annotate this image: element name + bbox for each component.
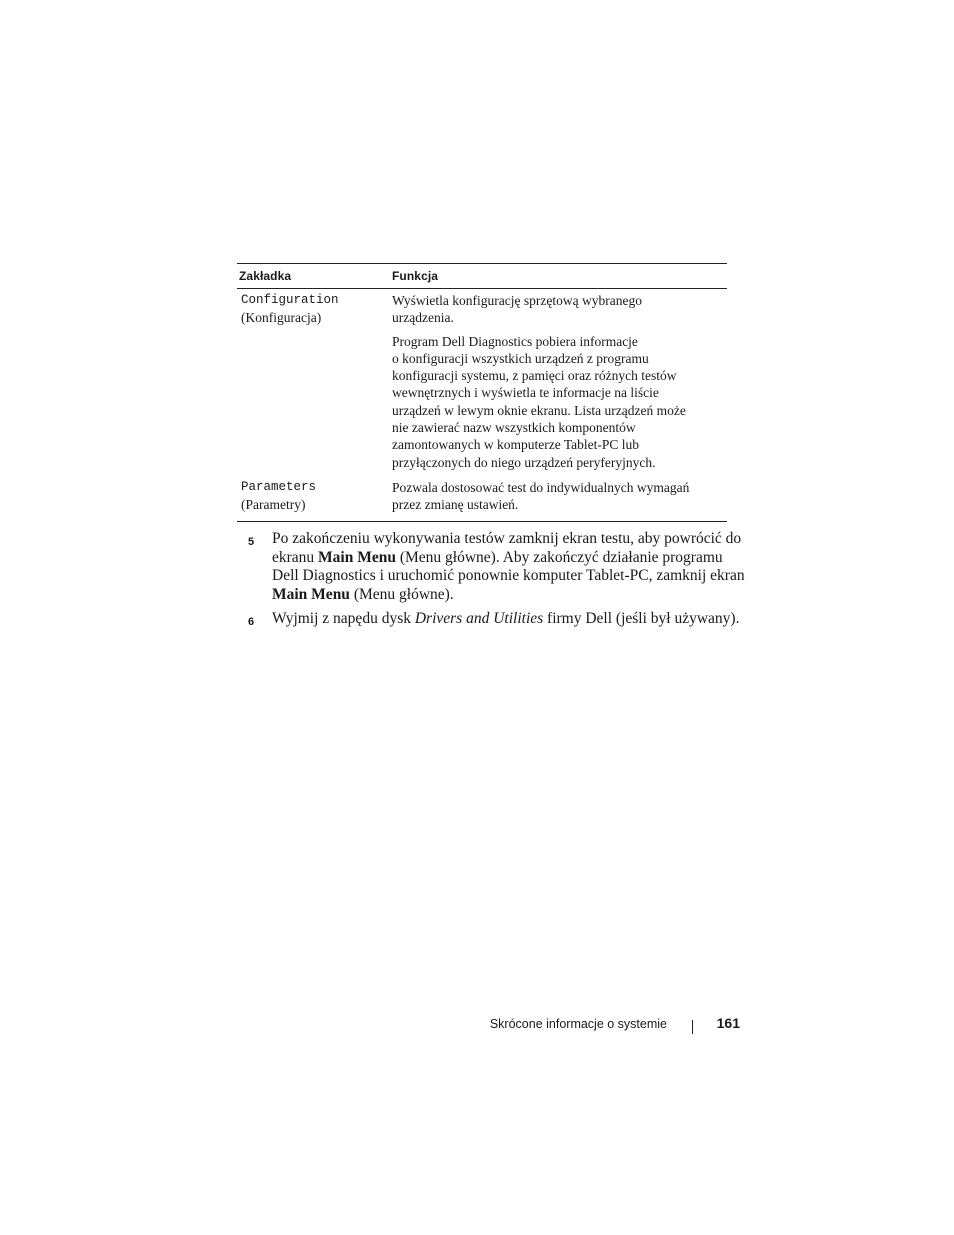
step-item bbox=[248, 610, 748, 632]
diagnostics-tab-table bbox=[237, 263, 727, 522]
step-item bbox=[248, 530, 748, 604]
function-line: Wyświetla konfigurację sprzętową wybranego bbox=[392, 293, 642, 308]
tab-label: (Parametry) bbox=[241, 496, 306, 512]
table-row bbox=[237, 289, 727, 473]
step-text-part: firmy Dell (jeśli był używany). bbox=[543, 610, 740, 628]
step-text-part: Wyjmij z napędu dysk bbox=[272, 610, 415, 628]
step-text-part: (Menu główne). Aby zakończyć działanie programu Dell Diagnostics i uruchomić ponownie komputer Tablet-PC, zamknij ekran bbox=[272, 548, 745, 585]
main-menu-term: Main Menu bbox=[272, 585, 350, 603]
step-text bbox=[272, 610, 748, 632]
step-text-part: Po zakończeniu wykonywania testów zamknij ekran testu, aby powrócić do ekranu bbox=[272, 530, 742, 566]
function-line: nie zawierać nazw wszystkich komponentów bbox=[392, 420, 636, 436]
function-cell bbox=[392, 479, 727, 514]
function-line: wewnętrznych i wyświetla te informacje na liście bbox=[392, 385, 659, 401]
function-cell bbox=[392, 292, 727, 471]
main-menu-term: Main Menu bbox=[318, 548, 396, 566]
function-line: urządzeń w lewym oknie ekranu. Lista urządzeń może bbox=[392, 402, 686, 418]
function-line: Program Dell Diagnostics pobiera informacje bbox=[392, 333, 638, 349]
page-number: 161 bbox=[716, 1015, 740, 1031]
function-line: zamontowanych w komputerze Tablet-PC lub bbox=[392, 437, 639, 453]
function-line: przez zmianę ustawień. bbox=[392, 497, 519, 513]
header-funkcja: Funkcja bbox=[392, 269, 439, 283]
function-line: o konfiguracji wszystkich urządzeń z programu bbox=[392, 350, 649, 366]
function-paragraph bbox=[392, 292, 717, 327]
step-text bbox=[272, 530, 748, 604]
tab-label: (Konfiguracja) bbox=[241, 310, 322, 325]
tab-name-cell bbox=[237, 479, 392, 514]
footer-divider bbox=[692, 1020, 693, 1034]
footer-section-title: Skrócone informacje o systemie bbox=[489, 1017, 667, 1031]
function-line: urządzenia. bbox=[392, 310, 454, 326]
function-line: przyłączonych do niego urządzeń peryferyjnych. bbox=[392, 454, 656, 470]
tab-name-cell bbox=[237, 292, 392, 471]
function-paragraph bbox=[392, 333, 717, 471]
step-text-part: (Menu główne). bbox=[349, 585, 454, 603]
media-title: Drivers and Utilities bbox=[414, 610, 544, 628]
function-line: Pozwala dostosować test do indywidualnych wymagań bbox=[392, 479, 690, 495]
step-number: 5 bbox=[248, 536, 255, 548]
tab-code: Configuration bbox=[241, 293, 339, 307]
table-header-row bbox=[237, 264, 727, 289]
table-row bbox=[237, 473, 727, 521]
function-line: konfiguracji systemu, z pamięci oraz różnych testów bbox=[392, 368, 677, 384]
step-number: 6 bbox=[248, 616, 255, 629]
header-zakladka: Zakładka bbox=[239, 269, 292, 283]
tab-code: Parameters bbox=[241, 479, 317, 494]
procedure-steps bbox=[248, 530, 748, 638]
page-footer bbox=[440, 1014, 740, 1036]
